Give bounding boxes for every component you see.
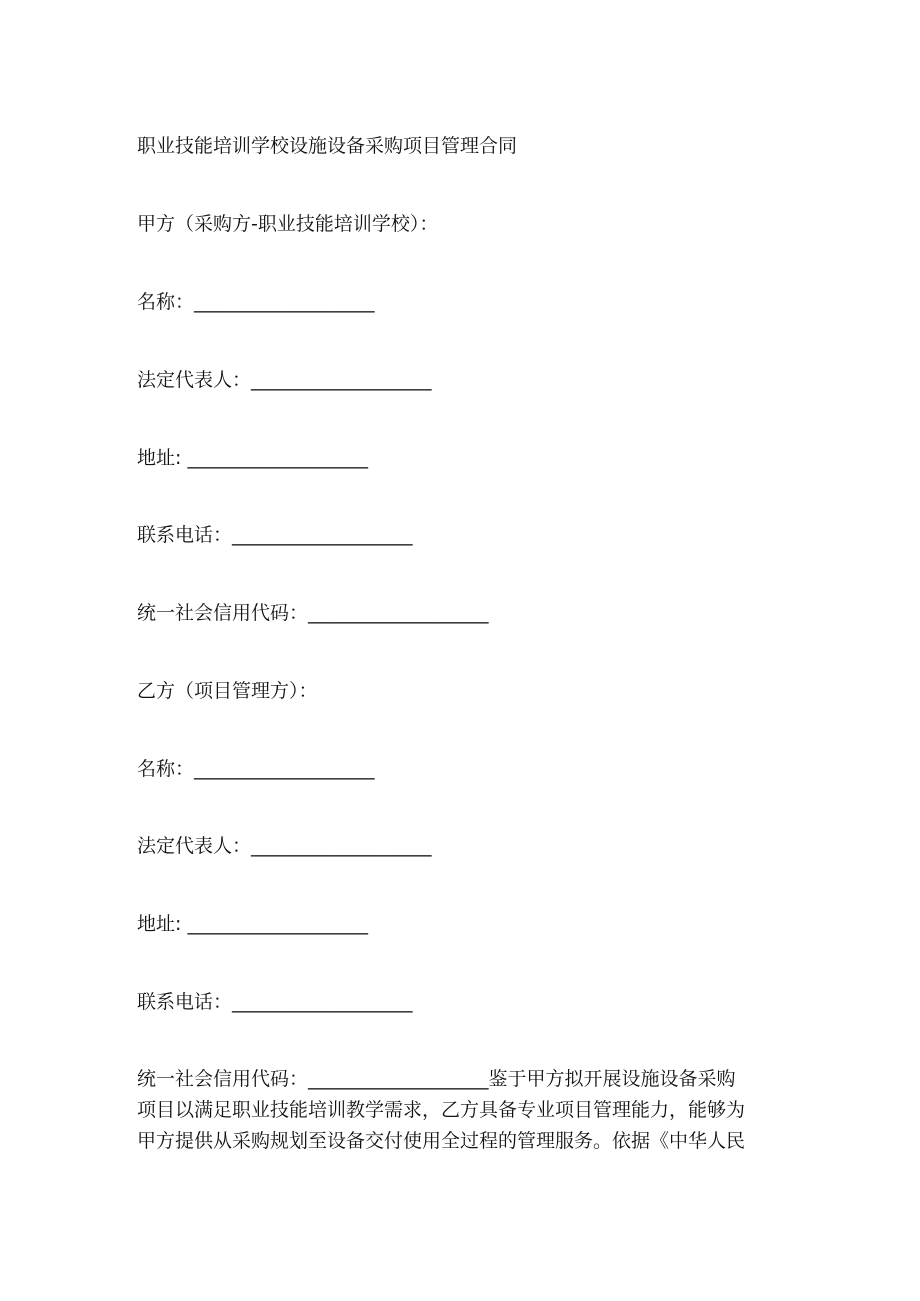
paragraph-line-3: 甲方提供从采购规划至设备交付使用全过程的管理服务。依据《中华人民: [137, 1130, 746, 1152]
field-label: 联系电话：: [137, 991, 233, 1013]
field-label: 名称：: [137, 291, 195, 313]
field-blank: ___________________: [308, 602, 489, 624]
field-blank: ___________________: [232, 991, 413, 1013]
field-label: 统一社会信用代码：: [137, 1068, 309, 1090]
party-a-address-field: [137, 446, 368, 470]
field-label: 地址:: [137, 447, 188, 469]
field-blank: ___________________: [251, 369, 432, 391]
field-blank: ___________________: [194, 291, 375, 313]
party-a-name-field: [137, 290, 375, 314]
party-b-phone-field: [137, 990, 413, 1014]
field-blank: ___________________: [187, 447, 368, 469]
field-label: 联系电话：: [137, 524, 233, 546]
party-a-heading: 甲方（采购方-职业技能培训学校）：: [137, 213, 439, 235]
field-blank: ___________________: [308, 1068, 489, 1090]
party-a-phone-field: [137, 523, 413, 547]
party-b-legal-rep-field: [137, 834, 432, 858]
paragraph-text: 鉴于甲方拟开展设施设备采购: [488, 1068, 736, 1090]
field-blank: ___________________: [232, 524, 413, 546]
document-title: 职业技能培训学校设施设备采购项目管理合同: [137, 135, 518, 157]
field-label: 地址:: [137, 913, 188, 935]
field-blank: ___________________: [251, 835, 432, 857]
field-label: 名称：: [137, 758, 195, 780]
field-label: 法定代表人：: [137, 835, 252, 857]
field-label: 法定代表人：: [137, 369, 252, 391]
party-a-legal-rep-field: [137, 368, 432, 392]
party-b-heading: 乙方（项目管理方）：: [137, 680, 318, 702]
paragraph-line-2: 项目以满足职业技能培训教学需求，乙方具备专业项目管理能力，能够为: [137, 1099, 746, 1121]
party-a-credit-code-field: [137, 601, 489, 625]
party-b-name-field: [137, 757, 375, 781]
field-blank: ___________________: [187, 913, 368, 935]
field-label: 统一社会信用代码：: [137, 602, 309, 624]
closing-paragraph: [137, 1064, 787, 1157]
paragraph-line-1: [137, 1064, 787, 1095]
field-blank: ___________________: [194, 758, 375, 780]
party-b-address-field: [137, 912, 368, 936]
